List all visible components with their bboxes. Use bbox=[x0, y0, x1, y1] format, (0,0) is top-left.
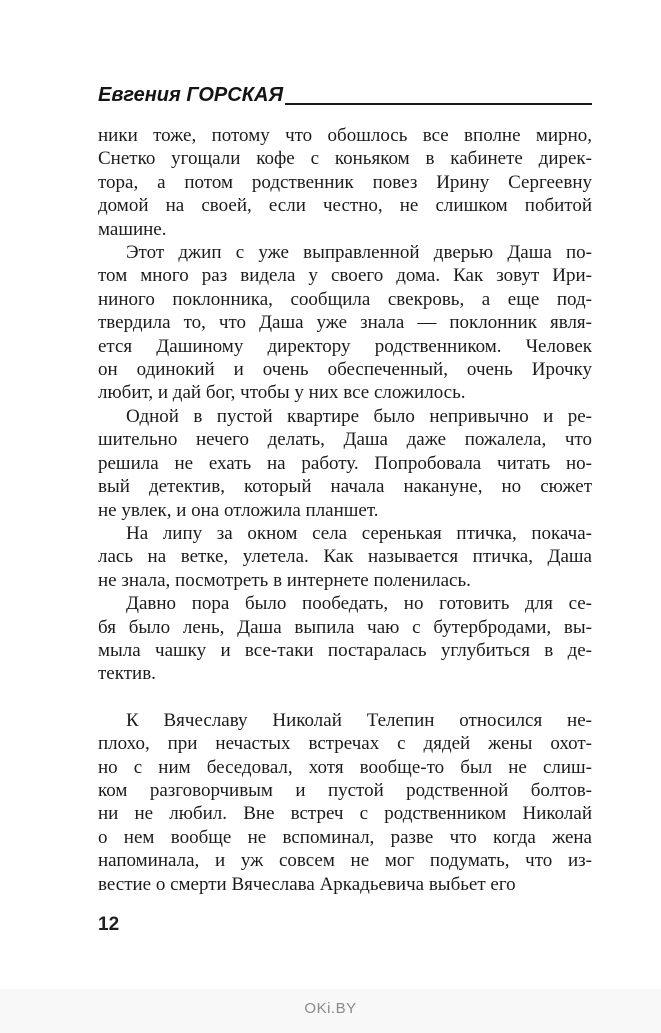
text-line: не увлек, и она отложила планшет. bbox=[98, 499, 379, 521]
text-line: тора, а потом родственник повез Ирину Сергеевну bbox=[98, 171, 592, 193]
text-line: машине. bbox=[98, 218, 167, 240]
header-rule bbox=[285, 103, 592, 105]
text-line: лась на ветке, улетела. Как называется птичка, Даша bbox=[98, 546, 592, 568]
paragraph bbox=[98, 522, 592, 592]
text-line: твердила то, что Даша уже знала — поклонник явля- bbox=[98, 312, 592, 334]
text-line: ется Дашиному директору родственником. Человек bbox=[98, 335, 592, 357]
running-header bbox=[98, 84, 592, 107]
text-line: Снетко угощали кофе с коньяком в кабинете дирек- bbox=[98, 148, 592, 170]
text-line: решила не ехать на работу. Попробовала читать но- bbox=[98, 452, 592, 474]
text-line: ни не любил. Вне встреч с родственником Николай bbox=[98, 803, 592, 825]
paragraph bbox=[98, 405, 592, 522]
text-line: К Вячеславу Николай Телепин относился не- bbox=[126, 709, 592, 731]
site-watermark: OKi.BY bbox=[304, 1000, 357, 1017]
text-line: ком разговорчивым и пустой родственной болтов- bbox=[98, 779, 592, 801]
text-line: домой на своей, если честно, не слишком побитой bbox=[98, 195, 592, 217]
text-line: не знала, посмотреть в интернете поленилась. bbox=[98, 569, 471, 591]
paragraph bbox=[98, 124, 592, 241]
paragraph bbox=[98, 241, 592, 405]
text-line: Одной в пустой квартире было непривычно и ре- bbox=[126, 405, 592, 427]
text-line: ники тоже, потому что обошлось все вполне мирно, bbox=[98, 125, 592, 146]
text-line: плохо, при нечастых встречах с дядей жены охот- bbox=[98, 733, 592, 755]
text-line: Давно пора было пообедать, но готовить для се- bbox=[126, 593, 592, 615]
text-line: о нем вообще не вспоминал, разве что когда жена bbox=[98, 826, 592, 848]
text-line: тектив. bbox=[98, 663, 156, 685]
paragraph bbox=[98, 592, 592, 686]
page-text bbox=[98, 124, 592, 896]
text-line: Этот джип с уже выправленной дверью Даша по- bbox=[126, 242, 592, 264]
text-line: шительно нечего делать, Даша даже пожалела, что bbox=[98, 429, 592, 451]
text-line: мыла чашку и все-таки постаралась углубиться в де- bbox=[98, 639, 592, 661]
running-header-author: Евгения ГОРСКАЯ bbox=[98, 84, 284, 106]
text-line: том много раз видела у своего дома. Как зовут Ири- bbox=[98, 265, 592, 287]
text-line: вестие о смерти Вячеслава Аркадьевича выбьет его bbox=[98, 873, 516, 895]
text-line: любит, и дай бог, чтобы у них все сложилось. bbox=[98, 382, 466, 404]
footer-strip bbox=[0, 989, 661, 1033]
paragraph bbox=[98, 709, 592, 896]
text-line: На липу за окном села серенькая птичка, покача- bbox=[126, 522, 592, 544]
text-line: бя было лень, Даша выпила чаю с бутербродами, вы- bbox=[98, 616, 592, 638]
page-number: 12 bbox=[98, 914, 120, 935]
text-line: он одинокий и очень обеспеченный, очень Ирочку bbox=[98, 359, 592, 381]
text-line: ниного поклонника, сообщила свекровь, а еще под- bbox=[98, 288, 592, 310]
text-line: но с ним беседовал, хотя вообще-то был не слиш- bbox=[98, 756, 592, 778]
text-line: вый детектив, который начала накануне, но сюжет bbox=[98, 476, 592, 498]
text-line: напоминала, и уж совсем не мог подумать, что из- bbox=[98, 850, 592, 872]
